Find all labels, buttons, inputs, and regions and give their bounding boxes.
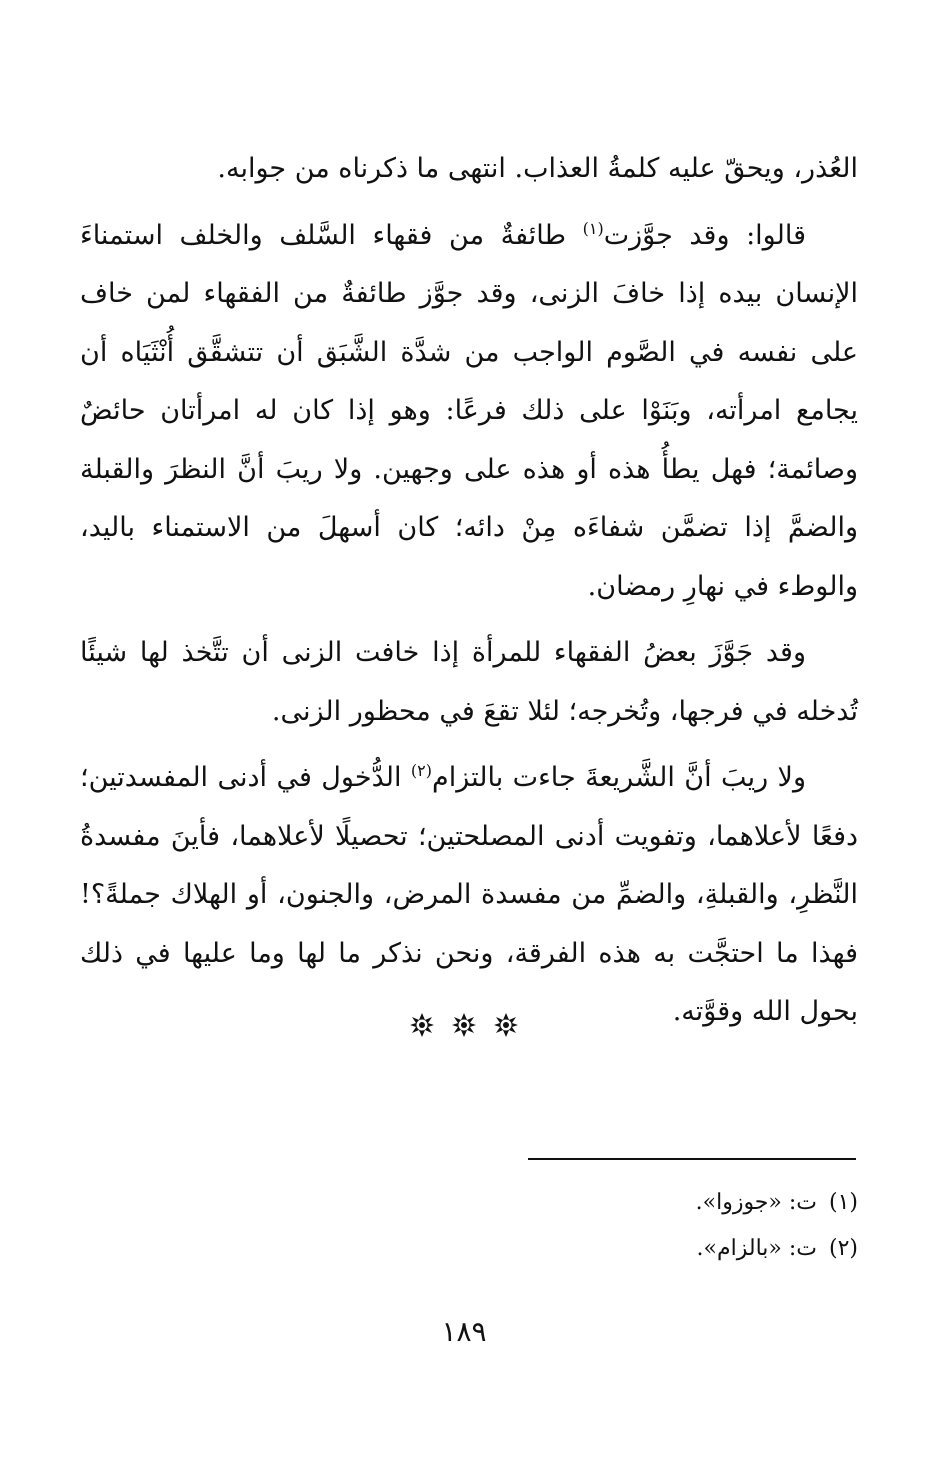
footnote-2-number: (٢) (828, 1236, 858, 1261)
paragraph-3 (80, 624, 858, 741)
footnotes (300, 1180, 858, 1272)
paragraph-2 (80, 207, 858, 617)
footnote-1 (300, 1180, 858, 1226)
paragraph-4-text-after: الدُّخول في أدنى المفسدتين؛ دفعًا لأعلاهما، وتفويت أدنى المصلحتين؛ تحصيلًا لأعلاهما، فأينَ مفسدةُ النَّظرِ، والقبلةِ، والضمِّ من مفسدة المرض، والجنون، أو الهلاك جملةً؟! فهذا ما احتجَّت به هذه الفرقة، ونحن نذكر ما لها وما عليها في ذلك بحول الله وقوَّته. (80, 762, 858, 1027)
page-number: ١٨٩ (441, 1315, 487, 1348)
paragraph-1 (80, 140, 858, 199)
footnote-1-number: (١) (828, 1190, 858, 1215)
footnote-mark-1[interactable]: (١) (582, 218, 604, 238)
footnote-divider (528, 1158, 856, 1160)
paragraph-2-text-before: قالوا: وقد جوَّزت (603, 219, 806, 251)
footnote-2 (300, 1226, 858, 1272)
footnote-1-text: ت: «جوزوا». (695, 1190, 817, 1215)
ornament-icon (493, 1012, 519, 1038)
main-text (80, 140, 858, 1050)
paragraph-3-text: وقد جَوَّزَ بعضُ الفقهاء للمرأة إذا خافت الزنى أن تتَّخذ لها شيئًا تُدخله في فرجها، وتُخرجه؛ لئلا تقعَ في محظور الزنى. (80, 637, 858, 727)
paragraph-1-text: العُذر، ويحقّ عليه كلمةُ العذاب. انتهى ما ذكرناه من جوابه. (217, 153, 858, 184)
ornament-icon (451, 1012, 477, 1038)
footnote-2-text: ت: «بالزام». (696, 1236, 817, 1261)
paragraph-4-text-before: ولا ريبَ أنَّ الشَّريعةَ جاءت بالتزام (432, 762, 806, 793)
section-divider (0, 1012, 928, 1038)
footnote-mark-2[interactable]: (٢) (410, 761, 432, 780)
paragraph-4 (80, 749, 858, 1042)
ornament-icon (409, 1012, 435, 1038)
paragraph-2-text-after: طائفةٌ من فقهاء السَّلف والخلف استمناءَ الإنسان بيده إذا خافَ الزنى، وقد جوَّز طائفةٌ من الفقهاء لمن خاف على نفسه في الصَّوم الواجب من شدَّة الشَّبَق أن تتشقَّق أُنْثَيَاه أن يجامع امرأته، وبَنَوْا على ذلك فرعًا: وهو إذا كان له امرأتان حائضٌ وصائمة؛ فهل يطأُ هذه أو هذه على وجهين. ولا ريبَ أنَّ النظرَ والقبلة والضمَّ إذا تضمَّن شفاءَه مِنْ دائه؛ كان أسهلَ من الاستمناء باليد، والوطء في نهارِ رمضان. (80, 219, 858, 602)
